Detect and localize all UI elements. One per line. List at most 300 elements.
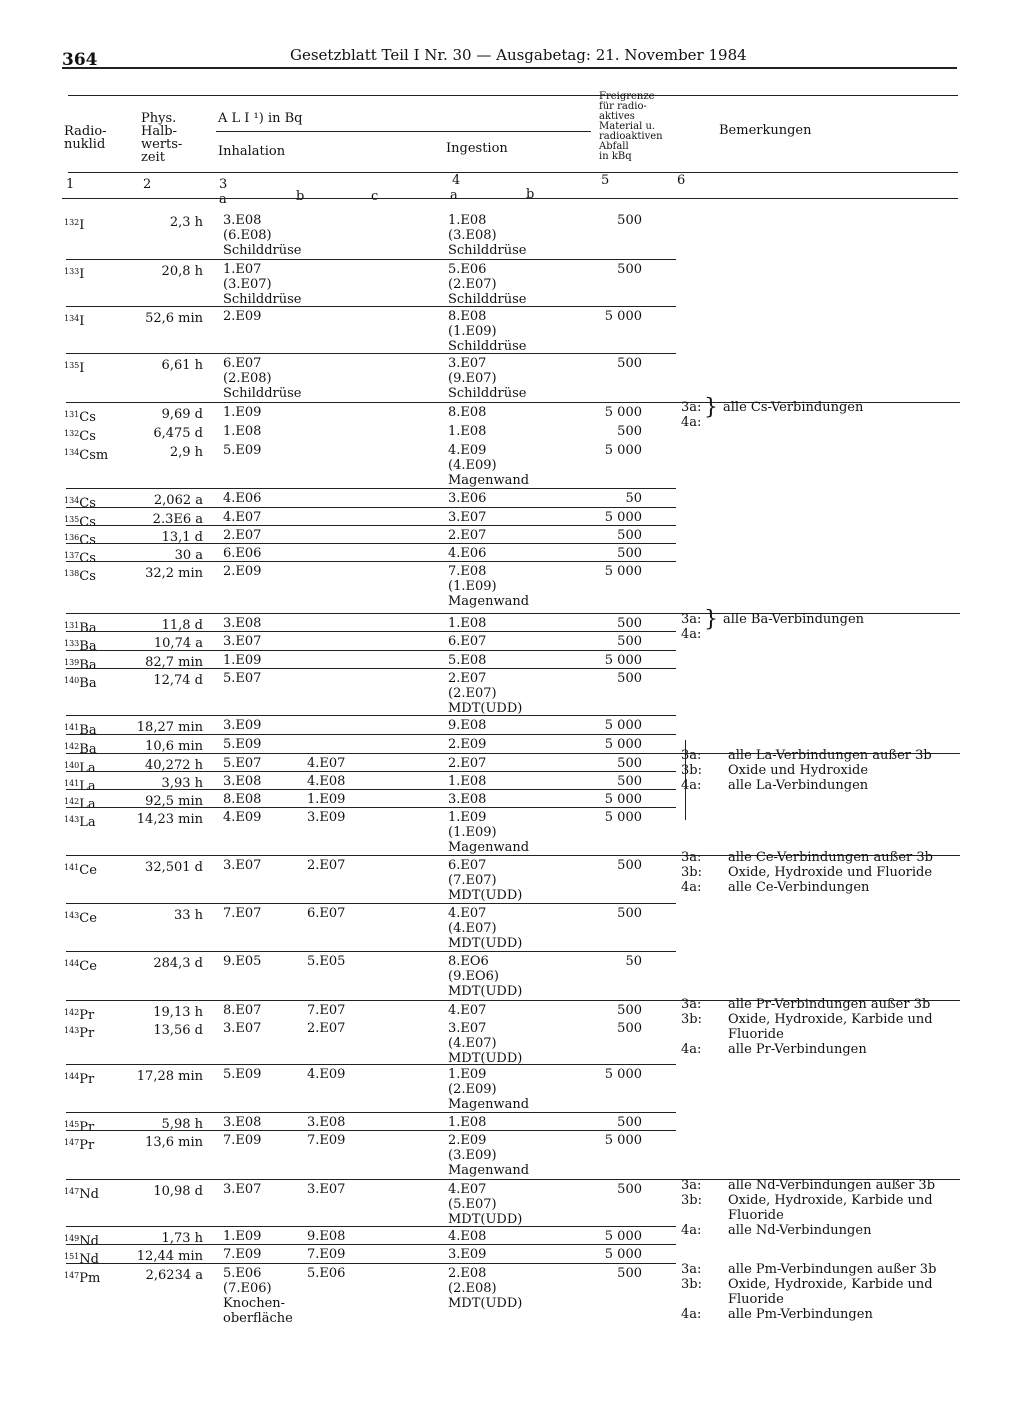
row-separator [66, 1064, 676, 1065]
remark-key: 3b: [681, 1193, 702, 1208]
col-inhalation: Inhalation [218, 144, 286, 159]
half-life: 2,6234 a [145, 1268, 203, 1283]
remark-text: alle Ce-Verbindungen außer 3b [728, 850, 933, 865]
col-num-2: 2 [143, 177, 152, 192]
element-symbol: La [79, 779, 96, 794]
row-separator [66, 1112, 676, 1113]
row-separator [66, 259, 676, 260]
mass-number: 144 [64, 1072, 80, 1081]
half-life: 92,5 min [145, 794, 203, 809]
mass-number: 134 [64, 314, 80, 323]
half-life: 284,3 d [153, 956, 203, 971]
remark-text: Oxide, Hydroxide, Karbide und [728, 1012, 933, 1027]
mass-number: 144 [64, 959, 80, 968]
remark-text: Oxide, Hydroxide, Karbide und [728, 1277, 933, 1292]
freigrenze-value: 50 [625, 954, 642, 969]
half-life: 10,74 a [153, 636, 203, 651]
half-life: 17,28 min [136, 1069, 203, 1084]
half-life: 14,23 min [136, 812, 203, 827]
row-separator [66, 1130, 676, 1131]
remark-text: alle Pr-Verbindungen [728, 1042, 867, 1057]
freigrenze-value: 500 [617, 424, 642, 439]
element-symbol: La [79, 761, 96, 776]
ingestion-a: 2.E07 [448, 756, 487, 771]
inhalation-a: 7.E09 [223, 1133, 262, 1148]
nuclide-label [64, 655, 97, 673]
freigrenze-value: 500 [617, 1115, 642, 1130]
remark-text: alle La-Verbindungen außer 3b [728, 748, 932, 763]
ingestion-a: 3.E07 (4.E07) MDT(UDD) [448, 1021, 523, 1066]
inhalation-a: 4.E07 [223, 510, 262, 525]
mass-number: 147 [64, 1138, 80, 1147]
nuclide-label [64, 311, 84, 329]
nuclide-label [64, 758, 96, 776]
inhalation-b: 7.E09 [307, 1133, 346, 1148]
nuclide-label [64, 445, 108, 463]
row-separator [66, 1226, 676, 1227]
mass-number: 151 [64, 1252, 80, 1261]
element-symbol: Nd [79, 1187, 99, 1202]
remark-key: 4a: [681, 778, 702, 793]
freigrenze-value: 500 [617, 634, 642, 649]
nuclide-label [64, 548, 96, 566]
half-life: 19,13 h [153, 1005, 203, 1020]
freigrenze-value: 500 [617, 858, 642, 873]
element-symbol: Pr [79, 1072, 95, 1087]
ingestion-a: 3.E06 [448, 491, 487, 506]
col-sub-3c: c [371, 189, 379, 204]
inhalation-a: 4.E09 [223, 810, 262, 825]
element-symbol: Ba [79, 723, 97, 738]
freigrenze-value: 500 [617, 528, 642, 543]
inhalation-a: 6.E07 (2.E08) Schilddrüse [223, 356, 302, 401]
nuclide-label [64, 860, 97, 878]
freigrenze-value: 500 [617, 213, 642, 228]
freigrenze-value: 500 [617, 1021, 642, 1036]
row-separator [66, 734, 676, 735]
ingestion-a: 3.E07 (9.E07) Schilddrüse [448, 356, 527, 401]
ingestion-a: 6.E07 [448, 634, 487, 649]
ingestion-a: 2.E09 (3.E09) Magenwand [448, 1133, 530, 1178]
nuclide-label [64, 264, 84, 282]
half-life: 9,69 d [161, 407, 203, 422]
header-bottom-rule [62, 198, 958, 199]
inhalation-b: 2.E07 [307, 858, 346, 873]
nuclide-label [64, 512, 96, 530]
inhalation-a: 5.E07 [223, 756, 262, 771]
ingestion-a: 5.E06 (2.E07) Schilddrüse [448, 262, 527, 307]
remark-key: 4a: [681, 1042, 702, 1057]
ingestion-a: 2.E09 [448, 737, 487, 752]
mass-number: 140 [64, 676, 80, 685]
nuclide-label [64, 566, 96, 584]
inhalation-a: 3.E07 [223, 634, 262, 649]
mass-number: 149 [64, 1234, 80, 1243]
mass-number: 140 [64, 761, 80, 770]
element-symbol: Pr [79, 1026, 95, 1041]
mass-number: 132 [64, 218, 80, 227]
mass-number: 131 [64, 410, 80, 419]
inhalation-a: 1.E09 [223, 405, 262, 420]
nuclide-label [64, 1117, 94, 1135]
mass-number: 139 [64, 658, 80, 667]
ingestion-a: 2.E08 (2.E08) MDT(UDD) [448, 1266, 523, 1311]
element-symbol: Ba [79, 639, 97, 654]
ingestion-a: 4.E07 (5.E07) MDT(UDD) [448, 1182, 523, 1227]
element-symbol: La [79, 815, 96, 830]
nuclide-label [64, 673, 97, 691]
freigrenze-value: 50 [625, 491, 642, 506]
element-symbol: Ba [79, 658, 97, 673]
element-symbol: Ce [79, 863, 97, 878]
remark-key: 3b: [681, 1012, 702, 1027]
inhalation-b: 4.E07 [307, 756, 346, 771]
mass-number: 132 [64, 429, 80, 438]
nuclide-label [64, 618, 97, 636]
row-separator [66, 543, 676, 544]
nuclide-label [64, 1023, 94, 1041]
inhalation-a: 4.E06 [223, 491, 262, 506]
element-symbol: I [79, 267, 85, 282]
remark-text: alle Ce-Verbindungen [728, 880, 870, 895]
inhalation-b: 3.E07 [307, 1182, 346, 1197]
row-separator [66, 306, 676, 307]
mass-number: 143 [64, 1026, 80, 1035]
ingestion-a: 2.E07 [448, 528, 487, 543]
half-life: 82,7 min [145, 655, 203, 670]
ingestion-a: 1.E08 [448, 774, 487, 789]
header-rule [62, 67, 957, 69]
freigrenze-value: 5 000 [604, 510, 642, 525]
inhalation-a: 2.E09 [223, 309, 262, 324]
ingestion-a: 4.E08 [448, 1229, 487, 1244]
inhalation-b: 5.E06 [307, 1266, 346, 1281]
half-life: 11,8 d [161, 618, 203, 633]
remark-text: alle Pm-Verbindungen [728, 1307, 873, 1322]
ingestion-a: 1.E08 (3.E08) Schilddrüse [448, 213, 527, 258]
inhalation-a: 1.E09 [223, 653, 262, 668]
mass-number: 147 [64, 1187, 80, 1196]
row-separator [66, 789, 676, 790]
remark-key: 3b: [681, 1277, 702, 1292]
freigrenze-value: 5 000 [604, 1229, 642, 1244]
col-num-3: 3 [219, 177, 228, 192]
mass-number: 142 [64, 797, 80, 806]
freigrenze-value: 5 000 [604, 1067, 642, 1082]
col-sub-3a: a [219, 192, 227, 207]
row-separator [66, 561, 676, 562]
inhalation-a: 2.E07 [223, 528, 262, 543]
freigrenze-value: 5 000 [604, 653, 642, 668]
element-symbol: Pm [79, 1271, 101, 1286]
row-separator [66, 903, 676, 904]
element-symbol: Cs [79, 429, 96, 444]
half-life: 1,73 h [161, 1231, 203, 1246]
half-life: 10,6 min [145, 739, 203, 754]
mass-number: 142 [64, 742, 80, 751]
page-title: Gesetzblatt Teil I Nr. 30 — Ausgabetag: 21. November 1984 [290, 46, 747, 64]
ingestion-a: 3.E09 [448, 1247, 487, 1262]
table-top-rule [68, 95, 958, 96]
inhalation-b: 2.E07 [307, 1021, 346, 1036]
row-separator [66, 807, 676, 808]
col-ali: A L I ¹) in Bq [218, 111, 303, 126]
element-symbol: La [79, 797, 96, 812]
row-separator [66, 715, 676, 716]
inhalation-b: 3.E09 [307, 810, 346, 825]
mass-number: 142 [64, 1008, 80, 1017]
remark-key: 3a: [681, 748, 702, 763]
remark-text: alle Nd-Verbindungen außer 3b [728, 1178, 936, 1193]
inhalation-a: 3.E07 [223, 1182, 262, 1197]
remark-key: 3a: [681, 850, 702, 865]
nuclide-label [64, 812, 96, 830]
freigrenze-value: 5 000 [604, 1133, 642, 1148]
element-symbol: Pr [79, 1138, 95, 1153]
inhalation-a: 9.E05 [223, 954, 262, 969]
freigrenze-value: 5 000 [604, 718, 642, 733]
inhalation-b: 4.E09 [307, 1067, 346, 1082]
remark-text: Fluoride [728, 1027, 784, 1042]
freigrenze-value: 500 [617, 906, 642, 921]
element-symbol: I [79, 361, 85, 376]
remark-text: alle Pr-Verbindungen außer 3b [728, 997, 931, 1012]
nuclide-label [64, 1069, 94, 1087]
ingestion-a: 8.E08 (1.E09) Schilddrüse [448, 309, 527, 354]
nuclide-label [64, 739, 97, 757]
mass-number: 133 [64, 267, 80, 276]
remark-text: alle La-Verbindungen [728, 778, 869, 793]
ingestion-a: 8.E08 [448, 405, 487, 420]
col-sub-4b: b [526, 187, 535, 202]
remark-text: alle Pm-Verbindungen außer 3b [728, 1262, 937, 1277]
inhalation-a: 3.E08 (6.E08) Schilddrüse [223, 213, 302, 258]
inhalation-b: 7.E07 [307, 1003, 346, 1018]
row-separator [66, 353, 676, 354]
mass-number: 141 [64, 723, 80, 732]
half-life: 13,1 d [161, 530, 203, 545]
freigrenze-value: 5 000 [604, 309, 642, 324]
remark-key: 3a: [681, 1262, 702, 1277]
brace-icon: } [704, 395, 718, 420]
inhalation-a: 3.E08 [223, 774, 262, 789]
remark-key: 3b: [681, 763, 702, 778]
element-symbol: Csm [79, 448, 109, 463]
half-life: 30 a [174, 548, 203, 563]
ingestion-a: 4.E07 (4.E07) MDT(UDD) [448, 906, 523, 951]
nuclide-label [64, 493, 96, 511]
inhalation-a: 1.E09 [223, 1229, 262, 1244]
half-life: 33 h [173, 908, 203, 923]
half-life: 13,56 d [153, 1023, 203, 1038]
row-separator [66, 1263, 676, 1264]
freigrenze-value: 500 [617, 774, 642, 789]
inhalation-a: 5.E09 [223, 443, 262, 458]
remark-key: 3a: [681, 612, 702, 627]
inhalation-b: 6.E07 [307, 906, 346, 921]
element-symbol: Pr [79, 1008, 95, 1023]
half-life: 20,8 h [161, 264, 203, 279]
element-symbol: Pr [79, 1120, 95, 1135]
page-number: 364 [62, 50, 98, 70]
element-symbol: Cs [79, 515, 96, 530]
remark-key: 4a: [681, 415, 702, 430]
nuclide-label [64, 1005, 94, 1023]
half-life: 32,501 d [145, 860, 203, 875]
row-separator [66, 650, 676, 651]
half-life: 40,272 h [145, 758, 203, 773]
ingestion-a: 4.E09 (4.E09) Magenwand [448, 443, 530, 488]
nuclide-label [64, 215, 84, 233]
remark-text: Fluoride [728, 1208, 784, 1223]
freigrenze-value: 5 000 [604, 1247, 642, 1262]
half-life: 18,27 min [136, 720, 203, 735]
freigrenze-value: 5 000 [604, 443, 642, 458]
nuclide-label [64, 720, 97, 738]
freigrenze-value: 5 000 [604, 792, 642, 807]
ingestion-a: 6.E07 (7.E07) MDT(UDD) [448, 858, 523, 903]
inhalation-b: 4.E08 [307, 774, 346, 789]
mass-number: 131 [64, 621, 80, 630]
col-bemerkungen: Bemerkungen [719, 123, 812, 138]
header-mid-rule [68, 172, 958, 173]
freigrenze-value: 500 [617, 1266, 642, 1281]
mass-number: 133 [64, 639, 80, 648]
nuclide-label [64, 530, 96, 548]
row-separator [66, 488, 676, 489]
row-separator [66, 1244, 676, 1245]
inhalation-a: 5.E09 [223, 737, 262, 752]
remarks-divider [685, 740, 686, 820]
remark-key: 3a: [681, 997, 702, 1012]
row-separator [66, 507, 676, 508]
col-num-1: 1 [66, 177, 75, 192]
nuclide-label [64, 407, 96, 425]
col-freigrenze: Freigrenze für radio- aktives Material u. radioaktiven Abfall in kBq [599, 91, 663, 162]
ingestion-a: 1.E08 [448, 616, 487, 631]
element-symbol: Cs [79, 533, 96, 548]
half-life: 12,44 min [136, 1249, 203, 1264]
remark-key: 4a: [681, 627, 702, 642]
element-symbol: Ba [79, 742, 97, 757]
remark-text: Oxide, Hydroxide, Karbide und [728, 1193, 933, 1208]
element-symbol: Cs [79, 551, 96, 566]
nuclide-label [64, 1135, 94, 1153]
ingestion-a: 3.E07 [448, 510, 487, 525]
mass-number: 143 [64, 815, 80, 824]
col-num-6: 6 [677, 173, 686, 188]
inhalation-b: 5.E05 [307, 954, 346, 969]
freigrenze-value: 500 [617, 356, 642, 371]
element-symbol: I [79, 314, 85, 329]
mass-number: 143 [64, 911, 80, 920]
mass-number: 138 [64, 569, 80, 578]
ingestion-a: 9.E08 [448, 718, 487, 733]
inhalation-a: 2.E09 [223, 564, 262, 579]
inhalation-a: 5.E07 [223, 671, 262, 686]
remark-key: 4a: [681, 1223, 702, 1238]
freigrenze-value: 500 [617, 1182, 642, 1197]
inhalation-a: 7.E09 [223, 1247, 262, 1262]
freigrenze-value: 500 [617, 262, 642, 277]
element-symbol: Nd [79, 1234, 99, 1249]
col-ingestion: Ingestion [446, 141, 508, 156]
row-separator [66, 951, 676, 952]
half-life: 6,475 d [153, 426, 203, 441]
row-separator [66, 525, 676, 526]
freigrenze-value: 500 [617, 671, 642, 686]
inhalation-b: 1.E09 [307, 792, 346, 807]
half-life: 2,062 a [153, 493, 203, 508]
row-separator [66, 771, 676, 772]
nuclide-label [64, 1231, 99, 1249]
half-life: 5,98 h [161, 1117, 203, 1132]
remark-key: 3a: [681, 1178, 702, 1193]
ingestion-a: 5.E08 [448, 653, 487, 668]
element-symbol: Nd [79, 1252, 99, 1267]
remark-text: Oxide, Hydroxide und Fluoride [728, 865, 933, 880]
element-symbol: I [79, 218, 85, 233]
remark-text: alle Ba-Verbindungen [723, 612, 865, 627]
remark-text: Oxide und Hydroxide [728, 763, 869, 778]
mass-number: 147 [64, 1271, 80, 1280]
ingestion-a: 1.E08 [448, 1115, 487, 1130]
half-life: 32,2 min [145, 566, 203, 581]
half-life: 6,61 h [161, 358, 203, 373]
freigrenze-value: 500 [617, 546, 642, 561]
element-symbol: Cs [79, 410, 96, 425]
inhalation-a: 3.E09 [223, 718, 262, 733]
inhalation-a: 5.E09 [223, 1067, 262, 1082]
nuclide-label [64, 1184, 99, 1202]
col-sub-4a: a [450, 188, 458, 203]
col-radionuklid: Radio- nuklid [64, 124, 107, 152]
mass-number: 135 [64, 361, 80, 370]
ingestion-a: 8.EO6 (9.EO6) MDT(UDD) [448, 954, 523, 999]
mass-number: 134 [64, 496, 80, 505]
col-num-5: 5 [601, 173, 610, 188]
mass-number: 135 [64, 515, 80, 524]
remark-key: 4a: [681, 1307, 702, 1322]
inhalation-a: 5.E06 (7.E06) Knochen- oberfläche [223, 1266, 293, 1326]
ingestion-a: 3.E08 [448, 792, 487, 807]
half-life: 2,3 h [169, 215, 203, 230]
half-life: 52,6 min [145, 311, 203, 326]
row-separator [66, 668, 676, 669]
ingestion-a: 4.E06 [448, 546, 487, 561]
remark-key: 3b: [681, 865, 702, 880]
mass-number: 145 [64, 1120, 80, 1129]
nuclide-label [64, 426, 96, 444]
remark-text: alle Cs-Verbindungen [723, 400, 864, 415]
mass-number: 136 [64, 533, 80, 542]
inhalation-a: 3.E08 [223, 616, 262, 631]
inhalation-a: 6.E06 [223, 546, 262, 561]
remark-key: 4a: [681, 880, 702, 895]
half-life: 2.3E6 a [152, 512, 203, 527]
inhalation-a: 3.E08 [223, 1115, 262, 1130]
half-life: 2,9 h [169, 445, 203, 460]
nuclide-label [64, 1249, 99, 1267]
ingestion-a: 4.E07 [448, 1003, 487, 1018]
remark-text: Fluoride [728, 1292, 784, 1307]
element-symbol: Cs [79, 569, 96, 584]
inhalation-a: 3.E07 [223, 858, 262, 873]
col-halbwertszeit: Phys. Halb- werts- zeit [141, 111, 183, 165]
freigrenze-value: 5 000 [604, 564, 642, 579]
freigrenze-value: 500 [617, 756, 642, 771]
mass-number: 134 [64, 448, 80, 457]
